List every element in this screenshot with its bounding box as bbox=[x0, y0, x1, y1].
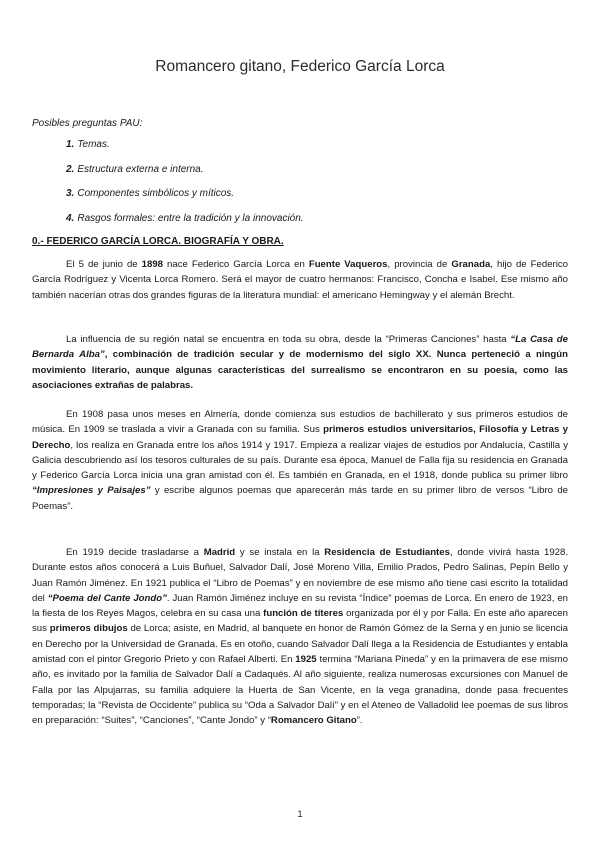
bold-run: , combinación de tradición secular y de modernismo del siglo XX. Nunca perteneció a ningún movimiento literario, aunque algunas características del surrealismo se encontraron en su poesía, como las asociaciones extrañas de palabras. bbox=[32, 349, 568, 391]
text-run: y escribe algunos poemas que aparecerán más tarde en su primer libro de versos “Libro de Poemas”. bbox=[32, 485, 568, 512]
text-run: . Juan Ramón Jiménez incluye en su revista “Índice” poemas de Lorca. En enero de 1923, en la fiesta de los Reyes Magos, celebra en su casa una bbox=[32, 592, 568, 620]
question-number: 1. bbox=[66, 139, 75, 150]
questions-list bbox=[66, 139, 304, 237]
question-number: 3. bbox=[66, 188, 75, 199]
paragraph-madrid bbox=[32, 545, 568, 729]
question-text: Componentes simbólicos y míticos. bbox=[77, 188, 235, 199]
questions-heading: Posibles preguntas PAU: bbox=[32, 118, 143, 129]
question-item bbox=[66, 213, 304, 238]
text-run: ”. bbox=[356, 715, 363, 727]
text-run: nace Federico García Lorca en bbox=[163, 259, 309, 270]
text-run: , donde vivirá hasta 1928. Durante estos años conocerá a Luis Buñuel, Salvador Dalí, José Moreno Villa, Emilio Prados, Pedro Salinas, Pepín Bello y Juan Ramón Jiménez. En 1921 publica el “Libro de Poemas” y en noviembre de ese mismo año tiene casi escrito la totalidad del bbox=[32, 547, 569, 604]
bold-run: Granada bbox=[451, 259, 491, 270]
section-title: 0.- FEDERICO GARCÍA LORCA. BIOGRAFÍA Y OBRA. bbox=[32, 236, 284, 247]
question-text: Rasgos formales: entre la tradición y la innovación. bbox=[77, 212, 304, 224]
text-run: y se instala en la bbox=[235, 547, 325, 558]
bold-run: primeros dibujos bbox=[49, 623, 128, 635]
text-run: organizada por él y por Falla. En este año aparecen sus bbox=[32, 608, 568, 635]
text-run: , los realiza en Granada entre los años 1914 y 1917. Empieza a realizar viajes de estudios por Andalucía, Castilla y Galicia descubriendo así los tesoros culturales de su país. Durante esa época, Manuel de Falla fija su residencia en Granada y Federico García Lorca inicia una gran amistad con él. Es también en Granada, en el 1918, donde publica su primer libro bbox=[32, 439, 568, 482]
text-run: , provincia de bbox=[387, 259, 452, 270]
text-run: termina “Mariana Pineda” y en la primavera de ese mismo año, es invitado por la familia de Salvador Dalí a Cadaqués. Al año siguiente, realiza numerosas excursiones con Manuel de Falla por las Alpujarras, su familia adquiere la Huerta de San Vicente, en la vega granadina, donde pasa frecuentes temporadas; la “Revista de Occidente” publica su “Oda a Salvador Dalí” y en el Ateneo de Valladolid lee poemas de sus libros en preparación: “Suites”, “Canciones”, “Cante Jondo” y “ bbox=[32, 654, 568, 727]
question-item bbox=[66, 188, 304, 213]
question-item bbox=[66, 139, 304, 164]
bold-run: 1898 bbox=[141, 259, 164, 270]
question-text: Temas. bbox=[77, 139, 110, 150]
text-run: La influencia de su región natal se encuentra en toda su obra, desde la “Primeras Canciones” hasta bbox=[66, 334, 511, 345]
bold-run: función de títeres bbox=[263, 608, 344, 620]
question-number: 4. bbox=[66, 212, 75, 224]
paragraph-birth bbox=[32, 257, 568, 303]
bold-run: Madrid bbox=[203, 547, 236, 558]
text-run: , hijo de Federico García Rodríguez y Vicenta Lorca Romero. Será el mayor de cuatro hermanos: Francisco, Concha e Isabel. Ese mismo año también nacerían otras dos grandes figuras de la literatura mundial: el americano Hemingway y el alemán Brecht. bbox=[32, 259, 569, 301]
italic-bold-run: “Poema del Cante Jondo” bbox=[47, 592, 167, 604]
text-run: En 1908 pasa unos meses en Almería, donde comienza sus estudios de bachillerato y sus primeros estudios de música. En 1909 se traslada a vivir a Granada con su familia. Sus bbox=[32, 409, 568, 436]
text-run: En 1919 decide trasladarse a bbox=[66, 547, 204, 558]
italic-bold-run: “La Casa de Bernarda Alba” bbox=[32, 334, 568, 361]
italic-bold-run: “Impresiones y Paisajes” bbox=[32, 485, 151, 497]
question-number: 2. bbox=[66, 163, 75, 175]
bold-run: Romancero Gitano bbox=[270, 715, 357, 727]
question-item bbox=[66, 164, 304, 189]
page-number: 1 bbox=[297, 809, 303, 819]
bold-run: Residencia de Estudiantes bbox=[324, 547, 450, 558]
paragraph-studies bbox=[32, 407, 568, 514]
text-run: de Lorca; asiste, en Madrid, al banquete en honor de Ramón Gómez de la Serna y en junio se licencia en Derecho por la Universidad de Granada. Es en otoño, cuando Salvador Dalí llega a la Residencia de Estudiantes y entabla amistad con el pintor Gregorio Prieto y con Rafael Alberti. En bbox=[32, 623, 568, 666]
paragraph-influence bbox=[32, 332, 568, 393]
question-text: Estructura externa e interna. bbox=[77, 163, 204, 175]
text-run: El 5 de junio de bbox=[66, 259, 142, 270]
bold-run: Fuente Vaqueros bbox=[308, 259, 388, 270]
document-title: Romancero gitano, Federico García Lorca bbox=[155, 58, 445, 75]
bold-run: 1925 bbox=[295, 654, 317, 666]
bold-run: primeros estudios universitarios, Filosofía y Letras y Derecho bbox=[32, 424, 568, 451]
